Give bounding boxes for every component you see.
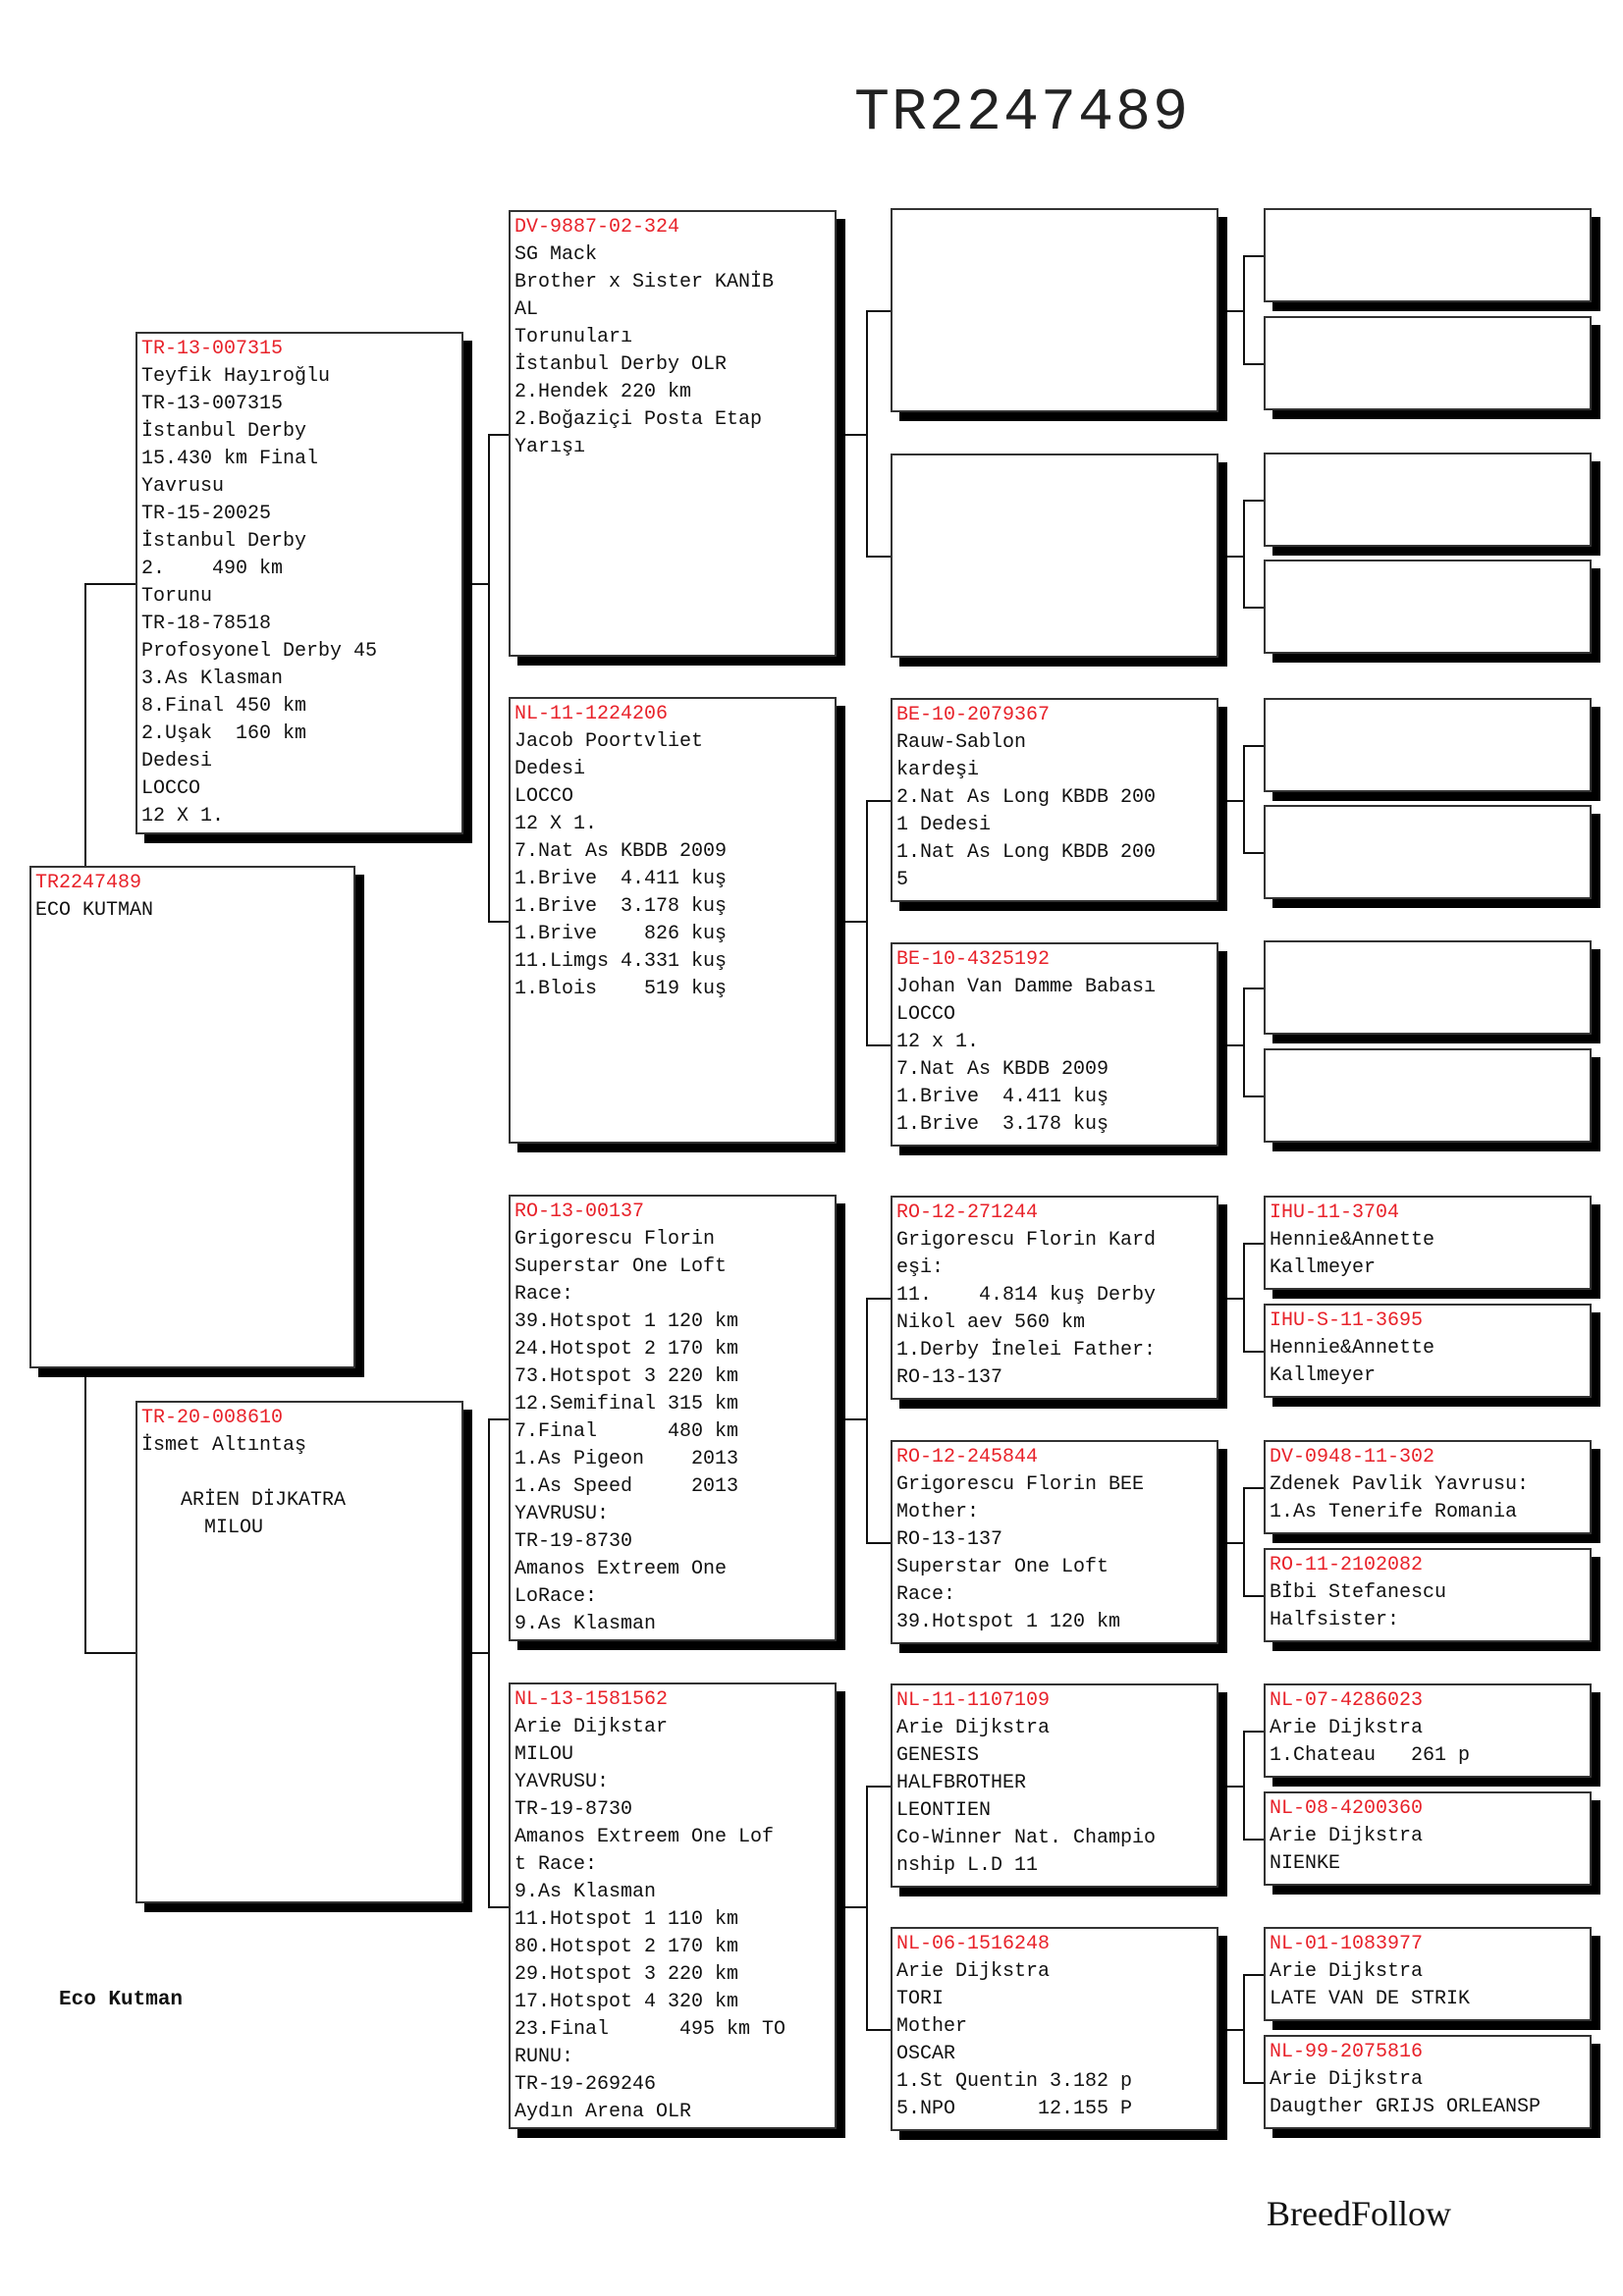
record-line: Grigorescu Florin xyxy=(514,1228,716,1251)
connector-line xyxy=(1243,1595,1264,1597)
record-line: 15.430 km Final xyxy=(141,448,319,470)
record-line: 2. 490 km xyxy=(141,558,284,580)
record-line: TR-19-269246 xyxy=(514,2073,657,2096)
record-line: HALFBROTHER xyxy=(896,1772,1027,1794)
connector-line xyxy=(866,800,891,802)
connector-line xyxy=(84,1368,86,1652)
record-line: 7.Final 480 km xyxy=(514,1420,739,1443)
gen4-card[interactable] xyxy=(1264,1304,1592,1398)
dam-dam-card[interactable] xyxy=(509,1682,837,2129)
record-line: TR-19-8730 xyxy=(514,1530,633,1553)
connector-line xyxy=(1243,2082,1264,2084)
connector-line xyxy=(1243,1243,1245,1353)
connector-line xyxy=(1218,1542,1243,1544)
record-line: OSCAR xyxy=(896,2043,956,2065)
connector-line xyxy=(84,583,135,585)
record-line: 29.Hotspot 3 220 km xyxy=(514,1963,739,1986)
record-line: LATE VAN DE STRIK xyxy=(1270,1988,1471,2010)
ring-number: NL-07-4286023 xyxy=(1270,1689,1424,1712)
record-line: Profosyonel Derby 45 xyxy=(141,640,378,663)
record-line: Bİbi Stefanescu xyxy=(1270,1581,1447,1604)
record-line: AL xyxy=(514,298,539,321)
ring-number: NL-13-1581562 xyxy=(514,1688,669,1711)
connector-line xyxy=(1243,1731,1264,1733)
record-line: 23.Final 495 km TO xyxy=(514,2018,786,2041)
record-line: 1.Blois 519 kuş xyxy=(514,978,728,1000)
connector-line xyxy=(1243,1095,1264,1097)
record-line: RO-13-137 xyxy=(896,1366,1003,1389)
record-line: GENESIS xyxy=(896,1744,980,1767)
record-line: TORI xyxy=(896,1988,945,2010)
record-line: 1 Dedesi xyxy=(896,814,992,836)
connector-line xyxy=(866,2029,891,2031)
gen4-card[interactable] xyxy=(1264,560,1592,654)
record-line: 12 X 1. xyxy=(141,805,225,828)
record-line: Arie Dijkstra xyxy=(896,1717,1051,1739)
gen4-card[interactable] xyxy=(1264,2035,1592,2129)
record-line: Kallmeyer xyxy=(1270,1256,1377,1279)
record-line: Mother xyxy=(896,2015,968,2038)
record-line: 11.Hotspot 1 110 km xyxy=(514,1908,739,1931)
record-line: YAVRUSU: xyxy=(514,1771,610,1793)
record-line: 1.Brive 826 kuş xyxy=(514,923,728,945)
record-line: 12 x 1. xyxy=(896,1031,980,1053)
ring-number: BE-10-4325192 xyxy=(896,948,1051,971)
connector-line xyxy=(488,921,509,923)
sire-dam-card[interactable] xyxy=(509,697,837,1144)
record-line: Jacob Poortvliet xyxy=(514,730,704,753)
record-line: 8.Final 450 km xyxy=(141,695,307,718)
record-line: İstanbul Derby xyxy=(141,420,307,443)
connector-line xyxy=(1243,1487,1264,1489)
record-line: Teyfik Hayıroğlu xyxy=(141,365,331,388)
connector-line xyxy=(866,310,868,558)
gen4-card[interactable] xyxy=(1264,1791,1592,1886)
record-line: 1.As Pigeon 2013 xyxy=(514,1448,739,1470)
connector-line xyxy=(1218,1298,1243,1300)
ring-number: NL-08-4200360 xyxy=(1270,1797,1424,1820)
connector-line xyxy=(1243,500,1264,502)
connector-line xyxy=(84,1652,135,1654)
connector-line xyxy=(866,1044,891,1046)
record-line: Arie Dijkstar xyxy=(514,1716,669,1738)
gen4-card[interactable] xyxy=(1264,940,1592,1035)
gen3-card[interactable] xyxy=(891,208,1218,412)
record-line: Mother: xyxy=(896,1501,980,1523)
connector-line xyxy=(866,1786,891,1788)
record-line: Amanos Extreem One xyxy=(514,1558,728,1580)
record-line: Arie Dijkstra xyxy=(1270,1717,1424,1739)
ring-number: DV-0948-11-302 xyxy=(1270,1446,1435,1468)
connector-line xyxy=(463,583,488,585)
ring-number: RO-12-271244 xyxy=(896,1201,1039,1224)
connector-line xyxy=(1243,988,1245,1097)
record-line: 7.Nat As KBDB 2009 xyxy=(896,1058,1109,1081)
gen3-card[interactable] xyxy=(891,1927,1218,2131)
ring-number: RO-11-2102082 xyxy=(1270,1554,1424,1576)
record-line: LOCCO xyxy=(896,1003,956,1026)
gen3-card[interactable] xyxy=(891,1440,1218,1644)
record-line: LOCCO xyxy=(514,785,574,808)
gen3-card[interactable] xyxy=(891,1683,1218,1888)
gen3-card[interactable] xyxy=(891,698,1218,902)
record-line: YAVRUSU: xyxy=(514,1503,610,1525)
record-line: Grigorescu Florin BEE xyxy=(896,1473,1145,1496)
record-line: 2.Uşak 160 km xyxy=(141,722,307,745)
connector-line xyxy=(837,434,866,436)
record-line: MILOU xyxy=(514,1743,574,1766)
record-line: 73.Hotspot 3 220 km xyxy=(514,1365,739,1388)
gen3-card[interactable] xyxy=(891,942,1218,1147)
record-line: Nikol aev 560 km xyxy=(896,1311,1086,1334)
record-line: 5.NPO 12.155 P xyxy=(896,2098,1133,2120)
record-line: 2.Nat As Long KBDB 200 xyxy=(896,786,1157,809)
connector-line xyxy=(837,1418,866,1420)
footer-name: Eco Kutman xyxy=(59,1989,184,2011)
record-line: 1.Brive 3.178 kuş xyxy=(896,1113,1109,1136)
gen4-card[interactable] xyxy=(1264,208,1592,302)
record-line: 1.Brive 4.411 kuş xyxy=(896,1086,1109,1108)
record-line: Superstar One Loft xyxy=(514,1255,728,1278)
connector-line xyxy=(1243,500,1245,609)
ring-number: NL-06-1516248 xyxy=(896,1933,1051,1955)
record-line: 24.Hotspot 2 170 km xyxy=(514,1338,739,1361)
record-line: 80.Hotspot 2 170 km xyxy=(514,1936,739,1958)
record-line: Aydın Arena OLR xyxy=(514,2101,692,2123)
record-line: RO-13-137 xyxy=(896,1528,1003,1551)
gen4-card[interactable] xyxy=(1264,1683,1592,1778)
gen4-card[interactable] xyxy=(1264,1440,1592,1534)
connector-line xyxy=(1243,607,1264,609)
gen4-card[interactable] xyxy=(1264,1927,1592,2021)
record-line: nship L.D 11 xyxy=(896,1854,1039,1877)
record-line: 1.As Tenerife Romania xyxy=(1270,1501,1518,1523)
connector-line xyxy=(866,310,891,312)
dam-sire-card[interactable] xyxy=(509,1195,837,1641)
ring-number: NL-01-1083977 xyxy=(1270,1933,1424,1955)
record-line: Arie Dijkstra xyxy=(1270,2068,1424,2091)
gen4-card[interactable] xyxy=(1264,698,1592,792)
record-line: 5 xyxy=(896,869,909,891)
record-line: 39.Hotspot 1 120 km xyxy=(896,1611,1121,1633)
record-line: 11.Limgs 4.331 kuş xyxy=(514,950,728,973)
connector-line xyxy=(84,583,86,866)
connector-line xyxy=(866,1298,868,1544)
record-line: eşi: xyxy=(896,1256,945,1279)
gen4-card[interactable] xyxy=(1264,1548,1592,1642)
record-line: 2.Hendek 220 km xyxy=(514,381,692,403)
brand-logo: BreedFollow xyxy=(1267,2194,1451,2233)
record-line: 3.As Klasman xyxy=(141,667,284,690)
record-line xyxy=(141,1460,458,1487)
record-line: LoRace: xyxy=(514,1585,598,1608)
sire-sire-card[interactable] xyxy=(509,210,837,657)
connector-line xyxy=(1218,1044,1243,1046)
connector-line xyxy=(1243,363,1264,365)
sire-card[interactable] xyxy=(135,332,463,834)
record-line: İsmet Altıntaş xyxy=(141,1434,307,1457)
connector-line xyxy=(1218,310,1243,312)
connector-line xyxy=(1243,852,1264,854)
record-line: Dedesi xyxy=(514,758,586,780)
dam-card[interactable] xyxy=(135,1401,463,1903)
connector-line xyxy=(1243,1839,1264,1841)
record-line: t Race: xyxy=(514,1853,598,1876)
ring-number: RO-12-245844 xyxy=(896,1446,1039,1468)
subject-card[interactable] xyxy=(29,866,355,1368)
connector-line xyxy=(866,1298,891,1300)
record-line: 39.Hotspot 1 120 km xyxy=(514,1310,739,1333)
record-line: ARİEN DİJKATRA xyxy=(181,1489,347,1512)
connector-line xyxy=(488,1418,509,1420)
connector-line xyxy=(1243,745,1245,854)
ring-number: DV-9887-02-324 xyxy=(514,216,680,239)
record-line: 12 X 1. xyxy=(514,813,598,835)
record-line: 1.Brive 3.178 kuş xyxy=(514,895,728,918)
ring-number: NL-11-1107109 xyxy=(896,1689,1051,1712)
record-line: Torunu xyxy=(141,585,213,608)
record-line: 2.Boğaziçi Posta Etap xyxy=(514,408,763,431)
record-line: SG Mack xyxy=(514,243,598,266)
record-line: 1.Derby İnelei Father: xyxy=(896,1339,1157,1362)
record-line: LOCCO xyxy=(141,777,201,800)
record-line: 9.As Klasman xyxy=(514,1613,657,1635)
connector-line xyxy=(1243,988,1264,989)
record-line: Dedesi xyxy=(141,750,213,773)
connector-line xyxy=(1243,745,1264,747)
connector-line xyxy=(837,1906,866,1908)
record-line: Co-Winner Nat. Champio xyxy=(896,1827,1157,1849)
record-line: Race: xyxy=(896,1583,956,1606)
record-line: Daugther GRIJS ORLEANSP xyxy=(1270,2096,1542,2118)
record-line: Zdenek Pavlik Yavrusu: xyxy=(1270,1473,1530,1496)
record-line: TR-19-8730 xyxy=(514,1798,633,1821)
connector-line xyxy=(488,1418,490,1908)
record-line: Brother x Sister KANİB xyxy=(514,271,775,294)
record-line: kardeşi xyxy=(896,759,980,781)
record-line: İstanbul Derby xyxy=(141,530,307,553)
ring-number: BE-10-2079367 xyxy=(896,704,1051,726)
record-line: 17.Hotspot 4 320 km xyxy=(514,1991,739,2013)
connector-line xyxy=(866,800,868,1046)
connector-line xyxy=(1218,1786,1243,1788)
connector-line xyxy=(837,921,866,923)
record-line: Rauw-Sablon xyxy=(896,731,1027,754)
connector-line xyxy=(488,434,509,436)
gen3-card[interactable] xyxy=(891,1196,1218,1400)
ring-number: TR-20-008610 xyxy=(141,1407,284,1429)
record-line: 1.St Quentin 3.182 p xyxy=(896,2070,1133,2093)
connector-line xyxy=(1218,800,1243,802)
gen4-card[interactable] xyxy=(1264,316,1592,410)
record-line: İstanbul Derby OLR xyxy=(514,353,728,376)
record-line: Kallmeyer xyxy=(1270,1364,1377,1387)
record-line: ECO KUTMAN xyxy=(35,899,154,922)
page-title: TR2247489 xyxy=(854,80,1191,147)
ring-number: IHU-S-11-3695 xyxy=(1270,1309,1424,1332)
connector-line xyxy=(866,1786,868,2031)
record-line: RUNU: xyxy=(514,2046,574,2068)
record-line: TR-15-20025 xyxy=(141,503,272,525)
record-line: Johan Van Damme Babası xyxy=(896,976,1157,998)
record-line: 11. 4.814 kuş Derby xyxy=(896,1284,1157,1307)
record-line: 1.Nat As Long KBDB 200 xyxy=(896,841,1157,864)
ring-number: NL-99-2075816 xyxy=(1270,2041,1424,2063)
record-line: 1.As Speed 2013 xyxy=(514,1475,739,1498)
record-line: Torunuları xyxy=(514,326,633,348)
gen4-card[interactable] xyxy=(1264,453,1592,547)
record-line: TR-13-007315 xyxy=(141,393,284,415)
connector-line xyxy=(866,556,891,558)
connector-line xyxy=(1243,1243,1264,1245)
gen4-card[interactable] xyxy=(1264,805,1592,899)
connector-line xyxy=(1243,1974,1264,1976)
record-line: MILOU xyxy=(181,1517,264,1539)
record-line: 1.Chateau 261 p xyxy=(1270,1744,1471,1767)
record-line: 7.Nat As KBDB 2009 xyxy=(514,840,728,863)
record-line: Arie Dijkstra xyxy=(896,1960,1051,1983)
record-line: Hennie&Annette xyxy=(1270,1337,1435,1360)
ring-number: TR2247489 xyxy=(35,872,142,894)
gen4-card[interactable] xyxy=(1264,1048,1592,1143)
record-line: TR-18-78518 xyxy=(141,613,272,635)
gen3-card[interactable] xyxy=(891,454,1218,658)
ring-number: TR-13-007315 xyxy=(141,338,284,360)
record-line: Halfsister: xyxy=(1270,1609,1400,1631)
record-line: 12.Semifinal 315 km xyxy=(514,1393,739,1415)
connector-line xyxy=(1243,1487,1245,1597)
gen4-card[interactable] xyxy=(1264,1196,1592,1290)
record-line: 9.As Klasman xyxy=(514,1881,657,1903)
connector-line xyxy=(488,1906,509,1908)
connector-line xyxy=(1243,255,1245,365)
record-line: Amanos Extreem One Lof xyxy=(514,1826,775,1848)
connector-line xyxy=(1243,1731,1245,1841)
ring-number: NL-11-1224206 xyxy=(514,703,669,725)
ring-number: IHU-11-3704 xyxy=(1270,1201,1400,1224)
record-line: Yarışı xyxy=(514,436,586,458)
record-line: Grigorescu Florin Kard xyxy=(896,1229,1157,1252)
connector-line xyxy=(1218,556,1243,558)
record-line: Hennie&Annette xyxy=(1270,1229,1435,1252)
record-line: Superstar One Loft xyxy=(896,1556,1109,1578)
record-line: 1.Brive 4.411 kuş xyxy=(514,868,728,890)
connector-line xyxy=(1243,1974,1245,2084)
connector-line xyxy=(488,434,490,923)
record-line: Arie Dijkstra xyxy=(1270,1960,1424,1983)
connector-line xyxy=(1218,2029,1243,2031)
record-line: Race: xyxy=(514,1283,574,1306)
ring-number: RO-13-00137 xyxy=(514,1201,645,1223)
record-line: LEONTIEN xyxy=(896,1799,992,1822)
record-line: Yavrusu xyxy=(141,475,225,498)
connector-line xyxy=(463,1652,488,1654)
record-line: Arie Dijkstra xyxy=(1270,1825,1424,1847)
connector-line xyxy=(866,1542,891,1544)
record-line: NIENKE xyxy=(1270,1852,1341,1875)
connector-line xyxy=(1243,1351,1264,1353)
connector-line xyxy=(1243,255,1264,257)
